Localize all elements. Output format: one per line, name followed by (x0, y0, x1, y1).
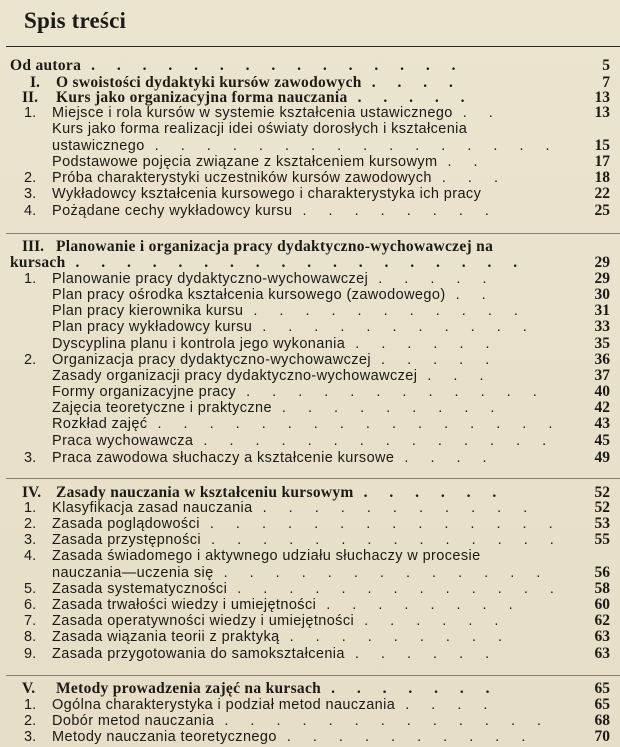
toc-title-text: Miejsce i rola kursów w systemie kształcenia ustawicznego (52, 105, 453, 121)
toc-title (56, 485, 505, 501)
page-number: 37 (594, 367, 610, 384)
toc-title (52, 729, 534, 745)
toc-number: 4. (24, 548, 37, 564)
toc-title (52, 532, 563, 548)
toc-title (52, 138, 559, 154)
toc-title (52, 646, 498, 662)
leader-dots: . . . . (371, 74, 462, 91)
toc-title (52, 154, 487, 170)
page-number: 63 (594, 628, 610, 645)
leader-dots: . . . . (404, 450, 496, 466)
page-number: 56 (594, 564, 610, 581)
toc-title (56, 90, 473, 106)
toc-number: 3. (24, 729, 37, 745)
toc-title (52, 352, 498, 368)
toc-section (0, 255, 620, 271)
leader-dots: . . . (441, 170, 507, 186)
toc-title-text: Dyscyplina planu i kontrola jego wykonania (52, 336, 346, 352)
leader-dots: . . . . . . . . . . . . . (237, 581, 563, 597)
page-number: 70 (594, 728, 610, 745)
toc-title-text: Zasada przystępności (52, 532, 202, 548)
toc-section (0, 485, 620, 501)
leader-dots: . . . . . . (354, 646, 499, 662)
leader-dots: . . . . . . . . . . (286, 729, 535, 745)
toc-number: 2. (24, 713, 37, 729)
toc-title-text: Ogólna charakterystyka i podział metod nauczania (52, 697, 396, 713)
toc-title (10, 58, 465, 74)
toc-entry (0, 121, 620, 137)
toc-title-text: Zasada przygotowania do samokształcenia (52, 646, 345, 662)
page-number: 31 (594, 302, 610, 319)
toc-title (52, 500, 536, 516)
leader-dots: . . . . . . . . . . . . . (224, 713, 551, 729)
toc-title-text: Zasada świadomego i aktywnego udziału słuchaczy w procesie (52, 548, 481, 564)
toc-title-text: Praca wychowawcza (52, 433, 194, 449)
toc-title (52, 170, 507, 186)
page-number: 52 (594, 499, 610, 516)
toc-title (52, 565, 549, 581)
toc-number: 1. (24, 271, 37, 287)
toc-entry (0, 303, 620, 319)
page-number: 68 (594, 712, 610, 729)
leader-dots: . . . . . . . . . . . . . . . . (157, 416, 562, 432)
leader-dots: . . . . . . . . . (289, 629, 512, 645)
page-title: Spis treści (24, 8, 127, 33)
leader-dots: . . . . . (357, 89, 474, 106)
section-divider (6, 478, 620, 479)
toc-title-text: Podstawowe pojęcia związane z kształceniem kursowym (52, 154, 438, 170)
toc-number: 4. (24, 203, 37, 219)
page-number: 42 (594, 399, 610, 416)
toc-number: 7. (24, 613, 37, 629)
toc-title (52, 303, 527, 319)
toc-number: 1. (24, 697, 37, 713)
toc-title (52, 581, 563, 597)
page-number: 25 (594, 202, 610, 219)
toc-title-text: Zasada wiązania teorii z praktyką (52, 629, 280, 645)
toc-title (52, 416, 561, 432)
toc-title (52, 121, 467, 137)
page-number: 13 (594, 104, 610, 121)
toc-entry (0, 105, 620, 121)
page-number: 40 (594, 383, 610, 400)
leader-dots: . . . . (405, 697, 497, 713)
toc-title (52, 400, 503, 416)
toc-title-text: Zasada systematyczności (52, 581, 228, 597)
page-number: 29 (594, 270, 610, 287)
page-number: 13 (594, 89, 610, 106)
toc-number: 3. (24, 186, 37, 202)
toc-section (0, 90, 620, 106)
toc-title (56, 681, 498, 697)
leader-dots: . . . . . . . . . . . . . . . (91, 57, 465, 74)
toc-title-text: Plan pracy kierownika kursu (52, 303, 244, 319)
toc-title-text: Metody prowadzenia zajęć na kursach (56, 680, 322, 697)
toc-title-text: Plan pracy ośrodka kształcenia kursowego (zawodowego) (52, 287, 446, 303)
page-number: 15 (594, 137, 610, 154)
toc-number: 8. (24, 629, 37, 645)
toc-title-text: Dobór metod nauczania (52, 713, 215, 729)
toc-entry (0, 203, 620, 219)
toc-title-text: Klasyfikacja zasad nauczania (52, 500, 253, 516)
toc-number: 6. (24, 597, 37, 613)
toc-title (56, 239, 493, 255)
leader-dots: . . . . . . . . . . . . . . (203, 433, 556, 449)
page-number: 58 (594, 580, 610, 597)
toc-title-text: Formy organizacyjne pracy (52, 384, 237, 400)
toc-title (52, 368, 492, 384)
toc-entry (0, 287, 620, 303)
section-divider (6, 675, 620, 676)
toc-entry (0, 450, 620, 466)
toc-number: 9. (24, 646, 37, 662)
page-number: 17 (594, 153, 610, 170)
leader-dots: . . . . . . . . . . . (262, 319, 536, 335)
title-divider (6, 46, 620, 47)
toc-entry (0, 186, 620, 202)
leader-dots: . . . . . (378, 271, 496, 287)
toc-number: 5. (24, 581, 37, 597)
toc-title-text: Próba charakterystyki uczestników kursów zawodowych (52, 170, 432, 186)
toc-entry (0, 336, 620, 352)
page-number: 22 (594, 185, 610, 202)
toc-number: IV. (22, 484, 42, 501)
toc-title (52, 629, 511, 645)
toc-title (52, 336, 499, 352)
page-number: 55 (594, 531, 610, 548)
toc-title (52, 713, 550, 729)
page-number: 65 (594, 696, 610, 713)
toc-entry (0, 646, 620, 662)
toc-section (0, 58, 620, 74)
page-number: 60 (594, 596, 610, 613)
toc-entry (0, 400, 620, 416)
leader-dots: . . . . . . . . . . . (262, 500, 537, 516)
toc-title (52, 516, 562, 532)
leader-dots: . . . . . . (355, 336, 499, 352)
toc-title-text: Wykładowcy kształcenia kursowego i charakterystyka ich pracy (52, 186, 482, 202)
toc-number: 2. (24, 352, 37, 368)
leader-dots: . . . . . . . . (326, 597, 522, 613)
toc-entry (0, 613, 620, 629)
toc-title-text: Kurs jako organizacyjna forma nauczania (56, 89, 348, 106)
page-number: 62 (594, 612, 610, 629)
page-number: 29 (594, 254, 610, 271)
leader-dots: . . (462, 105, 502, 121)
toc-title-text: Praca zawodowa słuchaczy a kształcenie kursowe (52, 450, 395, 466)
toc-number: 3. (24, 532, 37, 548)
page-number: 49 (594, 449, 610, 466)
toc-title (52, 450, 496, 466)
toc-number: 2. (24, 170, 37, 186)
leader-dots: . . . . . . . . . (281, 400, 504, 416)
toc-entry (0, 729, 620, 745)
page-number: 52 (594, 484, 610, 501)
toc-entry (0, 271, 620, 287)
leader-dots: . . (447, 154, 487, 170)
toc-title-text: Kurs jako forma realizacji idei oświaty dorosłych i kształcenia (52, 121, 468, 137)
toc-title-text: Plan pracy wykładowcy kursu (52, 319, 253, 335)
toc-number: I. (30, 74, 40, 91)
toc-entry (0, 548, 620, 564)
toc-title-text: Zasady organizacji pracy dydaktyczno-wychowawczej (52, 368, 418, 384)
toc-entry (0, 170, 620, 186)
leader-dots: . . . . . . . . . . . . . (223, 565, 550, 581)
toc-title (52, 287, 495, 303)
toc-entry (0, 352, 620, 368)
toc-section (0, 681, 620, 697)
toc-title-text: Zajęcia teoretyczne i praktyczne (52, 400, 272, 416)
toc-entry (0, 516, 620, 532)
toc-title-text: ustawicznego (52, 138, 145, 154)
toc-entry (0, 416, 620, 432)
page-number: 5 (602, 57, 610, 74)
leader-dots: . . . . . . . . . . . . (246, 384, 546, 400)
toc-entry (0, 713, 620, 729)
leader-dots: . . . (427, 368, 493, 384)
leader-dots: . . . . . . . . . . . (253, 303, 527, 319)
leader-dots: . . . . . . . (331, 680, 499, 697)
toc-title-text: nauczania—uczenia się (52, 565, 214, 581)
toc-entry (0, 565, 620, 581)
toc-title (52, 597, 522, 613)
leader-dots: . . (455, 287, 495, 303)
toc-number: 1. (24, 105, 37, 121)
leader-dots: . . . . . . . . . . . . . . . . . . (75, 254, 527, 271)
toc-entry (0, 138, 620, 154)
section-divider (6, 233, 620, 234)
toc-title-text: O swoistości dydaktyki kursów zawodowych (56, 74, 362, 91)
toc-title-text: Metody nauczania teoretycznego (52, 729, 277, 745)
toc-entry (0, 368, 620, 384)
toc-title (52, 433, 555, 449)
toc-entry (0, 581, 620, 597)
toc-title (52, 105, 502, 121)
page-number: 63 (594, 645, 610, 662)
toc-title-text: Zasada trwałości wiedzy i umiejętności (52, 597, 317, 613)
toc-title (52, 548, 481, 564)
page-number: 33 (594, 318, 610, 335)
page-number: 35 (594, 335, 610, 352)
toc-title-text: Zasada operatywności wiedzy i umiejętności (52, 613, 355, 629)
toc-number: 3. (24, 450, 37, 466)
toc-entry (0, 629, 620, 645)
toc-number: III. (22, 238, 44, 255)
leader-dots: . . . . . . . . . . . . . . (211, 532, 563, 548)
page-number: 18 (594, 169, 610, 186)
toc-title-text: Zasady nauczania w kształceniu kursowym (56, 484, 354, 501)
toc-entry (0, 532, 620, 548)
page-number: 7 (602, 74, 610, 91)
toc-title (52, 697, 496, 713)
toc-number: V. (22, 680, 36, 697)
toc-title-text: Organizacja pracy dydaktyczno-wychowawczej (52, 352, 372, 368)
leader-dots: . . . . . (381, 352, 499, 368)
page-number: 45 (594, 432, 610, 449)
toc-section (0, 239, 620, 255)
toc-entry (0, 697, 620, 713)
toc-title (52, 203, 498, 219)
toc-entry (0, 154, 620, 170)
page-number: 53 (594, 515, 610, 532)
toc-number: II. (22, 89, 38, 106)
page-number: 36 (594, 351, 610, 368)
toc-title (52, 384, 546, 400)
page-number: 30 (594, 286, 610, 303)
leader-dots: . . . . . . (364, 613, 508, 629)
toc-entry (0, 319, 620, 335)
toc-title (52, 271, 495, 287)
page-number: 65 (594, 680, 610, 697)
toc-title-text: Planowanie pracy dydaktyczno-wychowawczej (52, 271, 369, 287)
toc-title (52, 186, 481, 202)
toc-entry (0, 384, 620, 400)
toc-title-text: kursach (10, 254, 66, 271)
toc-title-text: Zasada poglądowości (52, 516, 200, 532)
toc-number: 2. (24, 516, 37, 532)
toc-title-text: Planowanie i organizacja pracy dydaktyczno-wychowawczej na (56, 238, 494, 255)
toc-title-text: Rozkład zajęć (52, 416, 148, 432)
leader-dots: . . . . . . . . . . . . . . . . (154, 138, 559, 154)
toc-number: 1. (24, 500, 37, 516)
leader-dots: . . . . . . . . (302, 203, 498, 219)
leader-dots: . . . . . . (363, 484, 506, 501)
toc-title (52, 613, 507, 629)
leader-dots: . . . . . . . . . . . . . . (209, 516, 562, 532)
toc-title-text: Od autora (10, 57, 82, 74)
toc-entry (0, 500, 620, 516)
toc-entry (0, 597, 620, 613)
toc-title (52, 319, 536, 335)
toc-title-text: Pożądane cechy wykładowcy kursu (52, 203, 293, 219)
toc-title (10, 255, 526, 271)
page-number: 43 (594, 415, 610, 432)
toc-entry (0, 433, 620, 449)
